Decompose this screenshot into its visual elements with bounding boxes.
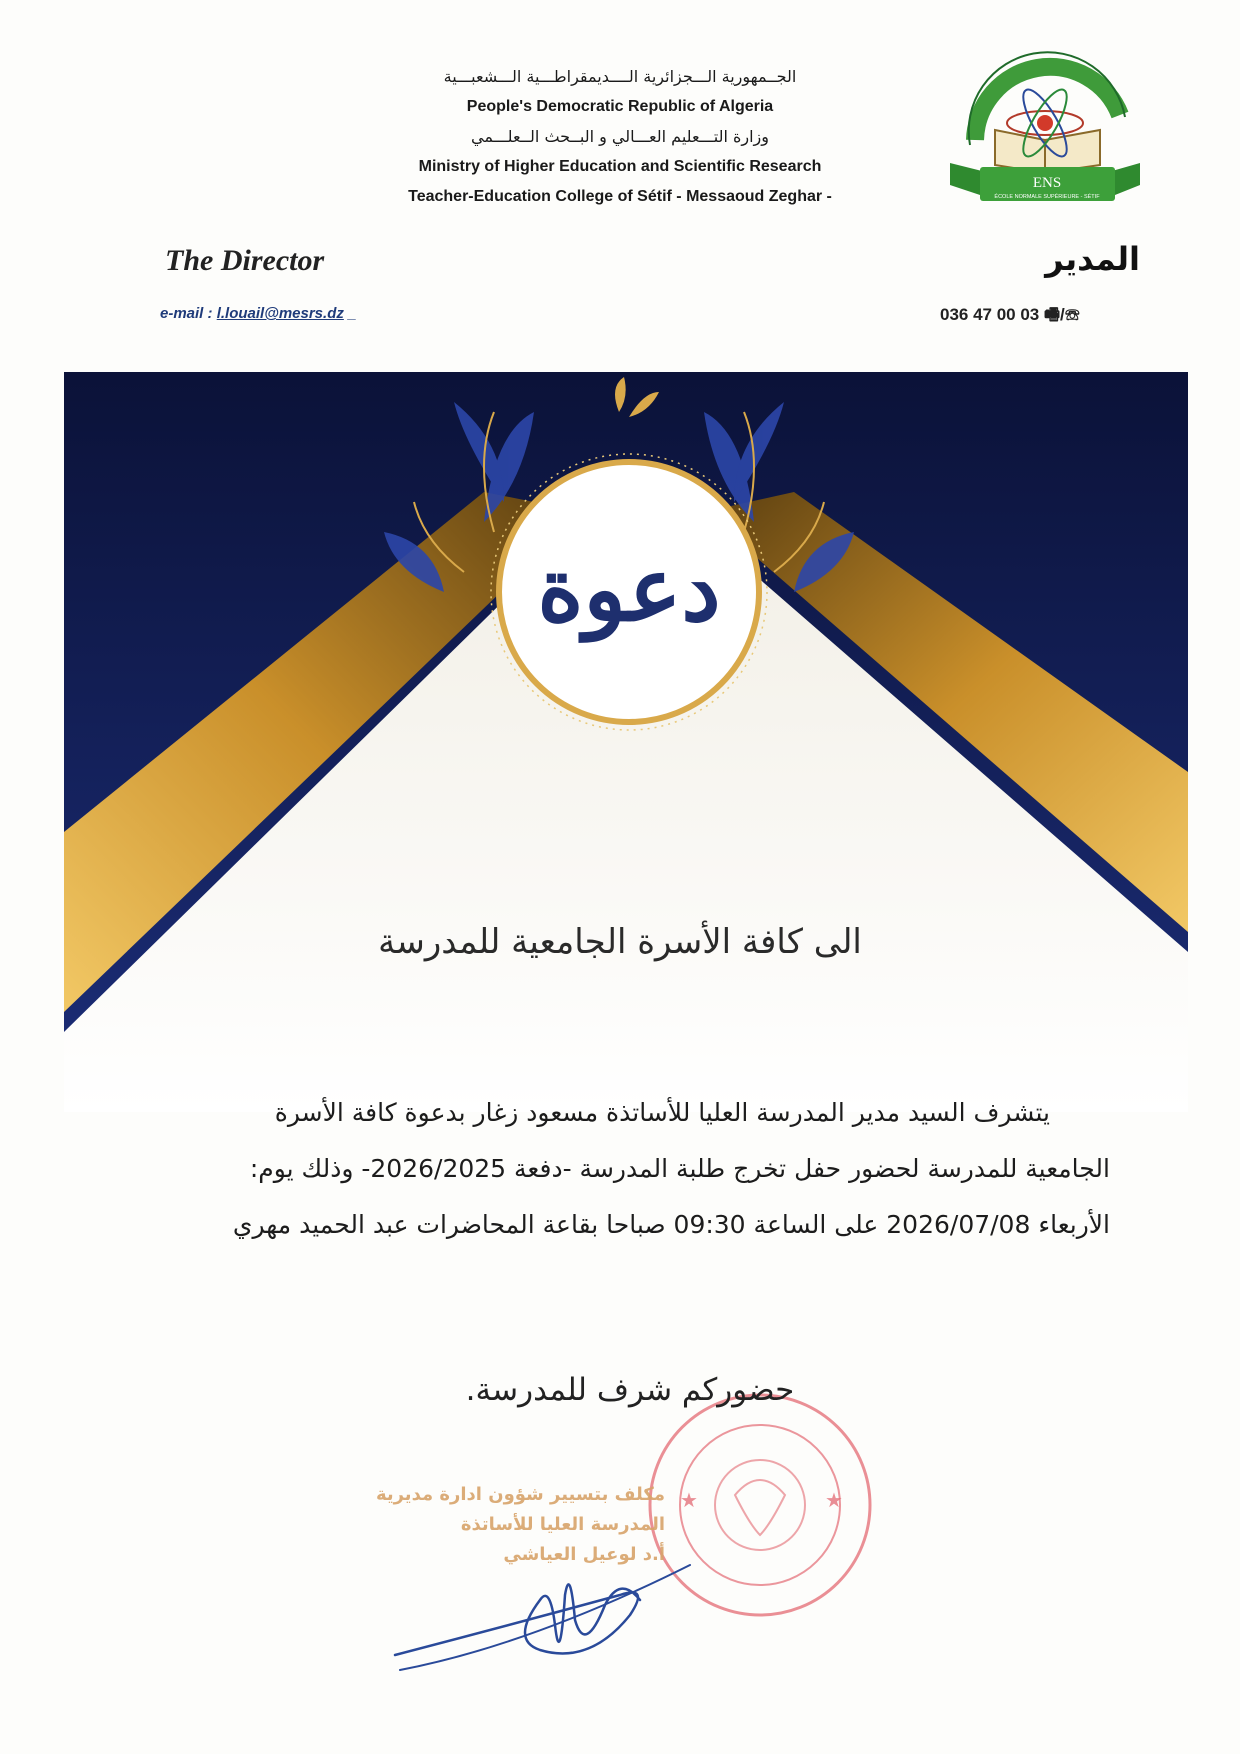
handwritten-signature bbox=[390, 1505, 710, 1675]
letterhead bbox=[300, 62, 940, 212]
body-line-3: الأربعاء 2026/07/08 على الساعة 09:30 صباحا بقاعة المحاضرات عبد الحميد مهري bbox=[232, 1210, 1110, 1239]
email-label: e-mail : bbox=[160, 305, 217, 322]
director-title-english: The Director bbox=[165, 244, 325, 277]
svg-text:★: ★ bbox=[680, 1488, 698, 1512]
invitation-headline: الى كافة الأسرة الجامعية للمدرسة bbox=[378, 922, 862, 962]
invitation-banner bbox=[64, 372, 1188, 1112]
ministry-english: Ministry of Higher Education and Scientific Research bbox=[418, 158, 822, 175]
logo-subtext: ÉCOLE NORMALE SUPÉRIEURE - SÉTIF bbox=[994, 194, 1100, 200]
logo-ens-text: ENS bbox=[1032, 175, 1062, 191]
signatory-role-2: المدرسة العليا للأساتذة bbox=[460, 1514, 665, 1535]
signatory-name: أ.د لوعيل العياشي bbox=[503, 1544, 665, 1565]
invitation-seal-word: دعوة bbox=[537, 537, 721, 641]
svg-text:★: ★ bbox=[825, 1488, 843, 1512]
director-title-arabic: المدير bbox=[1045, 240, 1140, 278]
body-line-1: يتشرف السيد مدير المدرسة العليا للأساتذة مسعود زغار بدعوة كافة الأسرة bbox=[274, 1098, 1050, 1127]
ministry-arabic: وزارة التـــعليم العـــالي و البــحث الــعلـــمي bbox=[471, 127, 769, 146]
closing-line: حضوركم شرف للمدرسة. bbox=[465, 1372, 795, 1408]
signatory-role-1: مكلف بتسيير شؤون ادارة مديرية bbox=[375, 1484, 665, 1505]
republic-english: People's Democratic Republic of Algeria bbox=[466, 98, 774, 115]
phone-number: 036 47 00 03 bbox=[940, 305, 1040, 324]
college-name: Teacher-Education College of Sétif - Messaoud Zeghar - bbox=[408, 188, 832, 205]
phone-fax-icon: 🖷/☏ bbox=[1044, 305, 1080, 324]
email-line: e-mail : l.louail@mesrs.dz _ bbox=[160, 305, 357, 322]
republic-arabic: الجــمهورية الـــجزائرية الــــديمقراطـــية الـــشعبـــية bbox=[443, 67, 797, 86]
ens-logo bbox=[940, 45, 1150, 205]
body-line-2: الجامعية للمدرسة لحضور حفل تخرج طلبة المدرسة -دفعة 2026/2025- وذلك يوم: bbox=[249, 1154, 1110, 1183]
invitation-body bbox=[100, 1085, 1110, 1253]
email-link[interactable]: l.louail@mesrs.dz bbox=[216, 305, 344, 322]
phone-line bbox=[940, 302, 1080, 331]
